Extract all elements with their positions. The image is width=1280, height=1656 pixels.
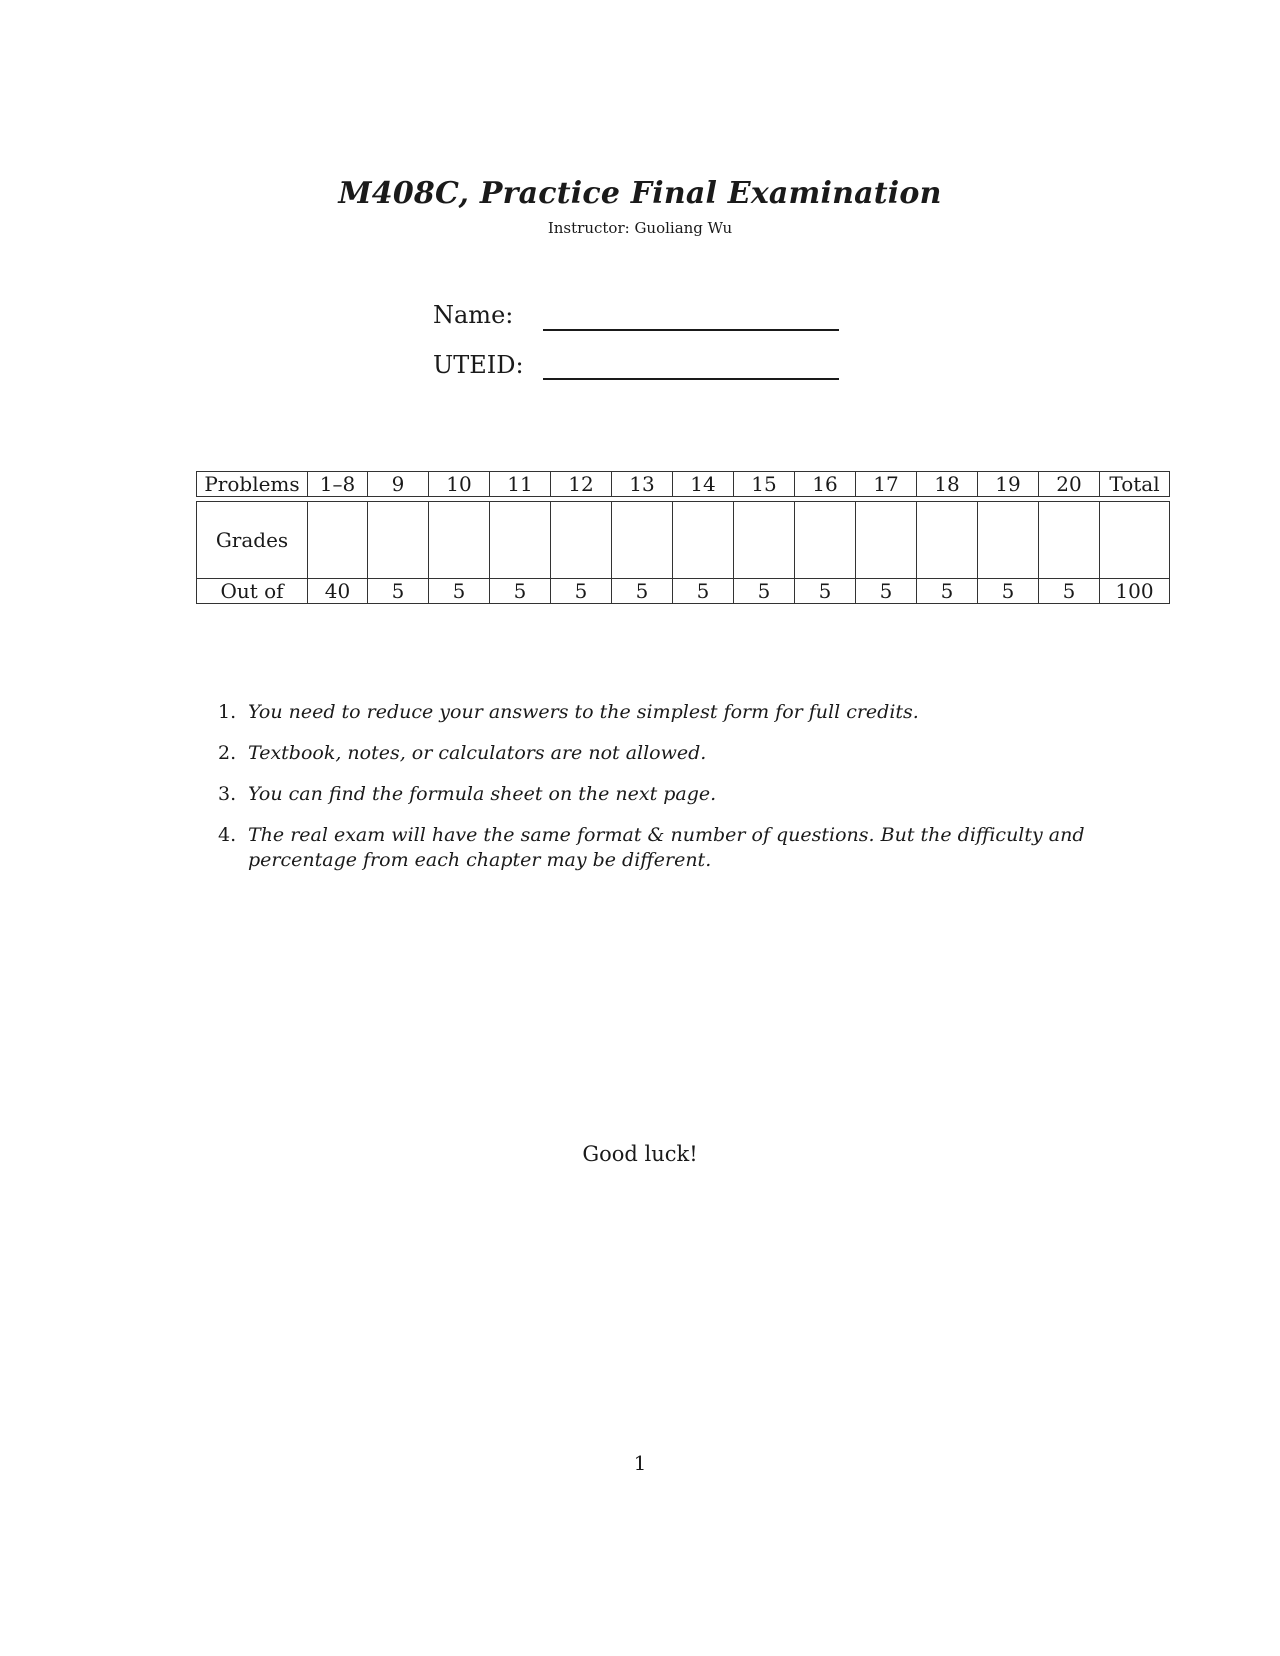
grade-table bbox=[196, 471, 1170, 604]
instruction-item bbox=[218, 823, 1098, 873]
grade-cell bbox=[856, 501, 917, 578]
name-label: Name: bbox=[433, 301, 514, 329]
instruction-item bbox=[218, 782, 1098, 807]
out-of-cell: 5 bbox=[673, 578, 734, 604]
header-cell: 15 bbox=[734, 471, 795, 497]
grade-cell bbox=[551, 501, 612, 578]
grade-table-header-row bbox=[196, 471, 1170, 497]
header-cell: Problems bbox=[196, 471, 308, 497]
exam-title: M408C, Practice Final Examination bbox=[338, 176, 942, 211]
grade-cell bbox=[368, 501, 429, 578]
out-of-cell: 5 bbox=[612, 578, 673, 604]
header-cell: 18 bbox=[917, 471, 978, 497]
grades-label-cell: Grades bbox=[196, 501, 308, 578]
out-of-cell: 5 bbox=[856, 578, 917, 604]
header-cell: 20 bbox=[1039, 471, 1100, 497]
page-number: 1 bbox=[633, 1451, 647, 1475]
grade-table-grades-row bbox=[196, 501, 1170, 578]
header-cell: 16 bbox=[795, 471, 856, 497]
instruction-number: 3. bbox=[218, 783, 237, 805]
header-cell: 14 bbox=[673, 471, 734, 497]
instruction-text: You can find the formula sheet on the next page. bbox=[248, 783, 717, 805]
instruction-text: Textbook, notes, or calculators are not allowed. bbox=[248, 742, 707, 764]
instruction-number: 1. bbox=[218, 701, 237, 723]
grade-cell bbox=[734, 501, 795, 578]
name-blank-line bbox=[543, 329, 839, 331]
grade-cell bbox=[308, 501, 368, 578]
grade-table-out-of-row bbox=[196, 578, 1170, 604]
out-of-cell: 100 bbox=[1100, 578, 1170, 604]
out-of-cell: 5 bbox=[429, 578, 490, 604]
grade-cell bbox=[1039, 501, 1100, 578]
instruction-text: You need to reduce your answers to the simplest form for full credits. bbox=[248, 701, 919, 723]
out-of-cell: 5 bbox=[795, 578, 856, 604]
grade-cell bbox=[917, 501, 978, 578]
out-of-cell: 5 bbox=[368, 578, 429, 604]
header-cell: 11 bbox=[490, 471, 551, 497]
out-of-cell: 5 bbox=[551, 578, 612, 604]
instructor-line: Instructor: Guoliang Wu bbox=[547, 219, 733, 237]
instruction-number: 4. bbox=[218, 824, 237, 846]
grade-cell bbox=[978, 501, 1039, 578]
out-of-cell: 5 bbox=[917, 578, 978, 604]
out-of-cell: 5 bbox=[1039, 578, 1100, 604]
grade-cell bbox=[612, 501, 673, 578]
instruction-text: The real exam will have the same format & number of questions. But the difficulty and percentage from each chapter may be different. bbox=[248, 824, 1085, 871]
instruction-number: 2. bbox=[218, 742, 237, 764]
grade-cell bbox=[795, 501, 856, 578]
out-of-cell: 5 bbox=[734, 578, 795, 604]
header-cell: 1–8 bbox=[308, 471, 368, 497]
header-cell: 13 bbox=[612, 471, 673, 497]
out-of-cell: Out of bbox=[196, 578, 308, 604]
header-cell: Total bbox=[1100, 471, 1170, 497]
grade-cell bbox=[490, 501, 551, 578]
uteid-blank-line bbox=[543, 378, 839, 380]
header-cell: 12 bbox=[551, 471, 612, 497]
closing-message: Good luck! bbox=[582, 1142, 698, 1166]
uteid-label: UTEID: bbox=[433, 351, 524, 379]
out-of-cell: 5 bbox=[490, 578, 551, 604]
instructions-list bbox=[218, 700, 1098, 889]
header-cell: 19 bbox=[978, 471, 1039, 497]
out-of-cell: 40 bbox=[308, 578, 368, 604]
grade-cell bbox=[1100, 501, 1170, 578]
instruction-item bbox=[218, 741, 1098, 766]
out-of-cell: 5 bbox=[978, 578, 1039, 604]
grade-cell bbox=[673, 501, 734, 578]
header-cell: 17 bbox=[856, 471, 917, 497]
header-cell: 9 bbox=[368, 471, 429, 497]
grade-cell bbox=[429, 501, 490, 578]
header-cell: 10 bbox=[429, 471, 490, 497]
instruction-item bbox=[218, 700, 1098, 725]
